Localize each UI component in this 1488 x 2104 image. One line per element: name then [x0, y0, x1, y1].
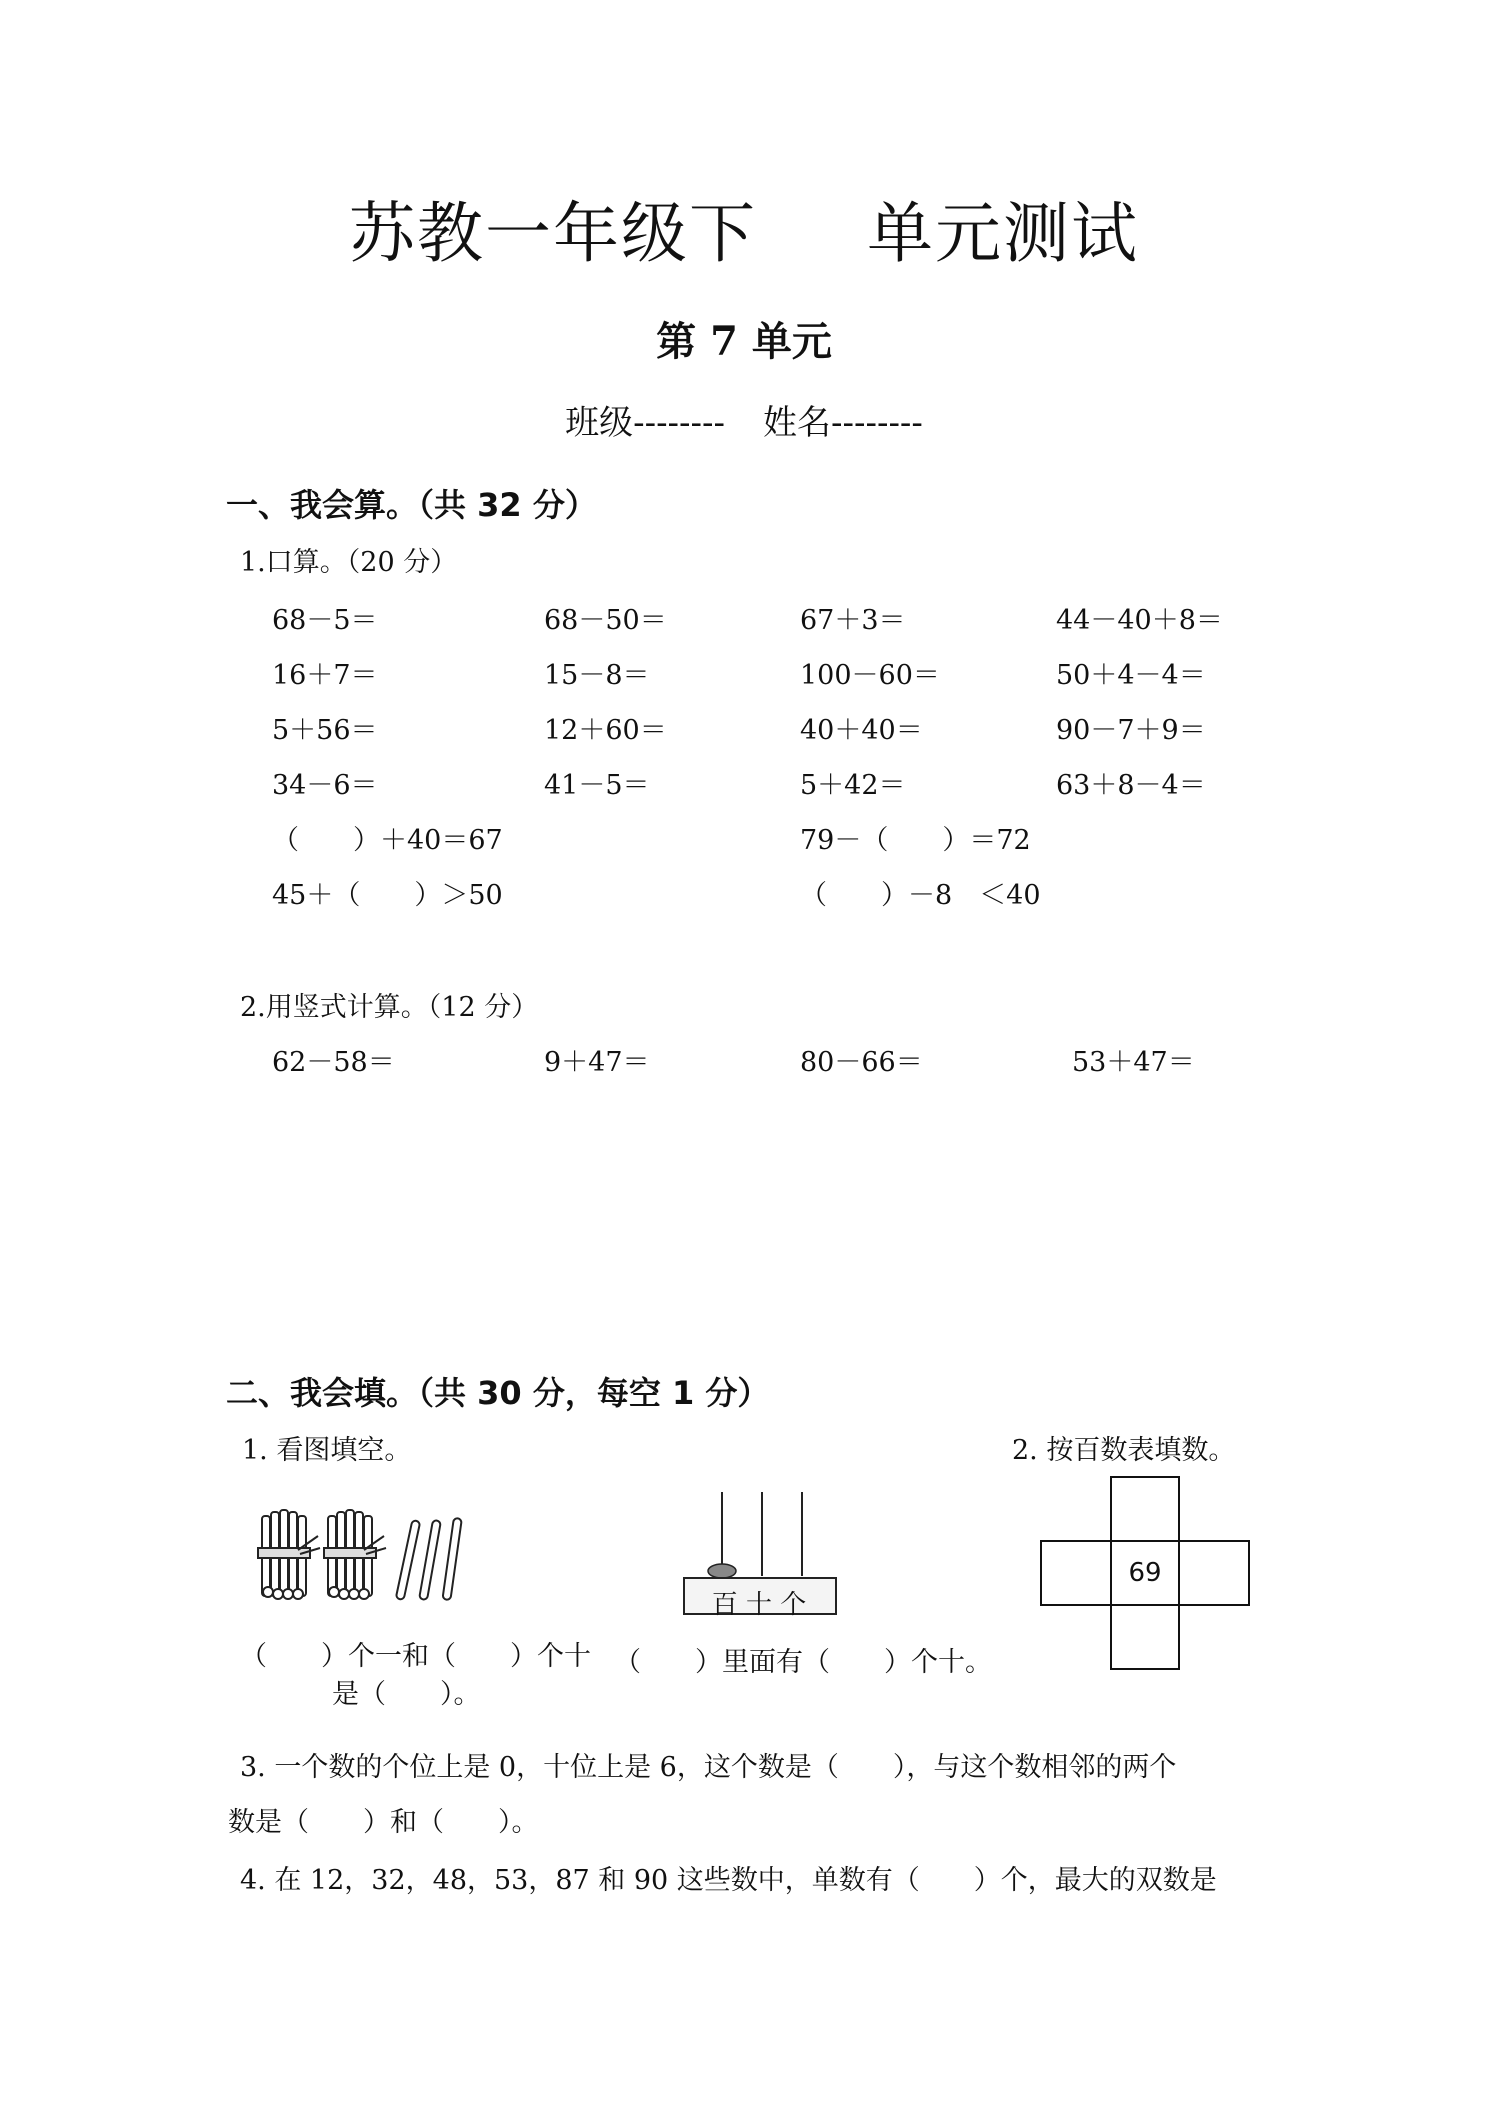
- section1-heading: 一、我会算。（共 32 分）: [226, 486, 597, 524]
- fill-item: （ ）＋40＝67: [272, 825, 503, 856]
- oral-item: 67＋3＝: [800, 605, 906, 636]
- q3-line1: 3. 一个数的个位上是 0，十位上是 6，这个数是（ ），与这个数相邻的两个: [240, 1752, 1177, 1783]
- q1-heading: 1. 看图填空。: [242, 1435, 412, 1466]
- grid-center-value: 69: [1128, 1558, 1162, 1588]
- oral-item: 90－7＋9＝: [1056, 715, 1206, 746]
- student-info: [0, 395, 1488, 444]
- oral-item: 41－5＝: [544, 770, 650, 801]
- unit-subtitle: 第 7 单元: [656, 318, 832, 365]
- oral-item: 63＋8－4＝: [1056, 770, 1206, 801]
- q1-fill-line-a2: 是（ ）。: [332, 1679, 481, 1710]
- oral-item: 16＋7＝: [272, 660, 378, 691]
- grid-cell-top: [1110, 1476, 1180, 1542]
- oral-item: 12＋60＝: [544, 715, 667, 746]
- q1-fill-line-b: （ ）里面有（ ）个十。: [614, 1647, 992, 1678]
- oral-item: 68－5＝: [272, 605, 378, 636]
- title-left: 苏教一年级下: [349, 195, 757, 272]
- oral-item: 15－8＝: [544, 660, 650, 691]
- q2-heading: 2. 按百数表填数。: [1012, 1435, 1236, 1466]
- stick-bundle: [324, 1510, 386, 1599]
- fill-item: （ ）－8 ＜40: [800, 880, 1041, 911]
- grid-cell-center: [1110, 1540, 1180, 1606]
- page-title: [0, 180, 1488, 275]
- vertical-item: 53＋47＝: [1072, 1047, 1195, 1078]
- oral-item: 44－40＋8＝: [1056, 605, 1223, 636]
- vertical-item: 80－66＝: [800, 1047, 923, 1078]
- oral-item: 5＋56＝: [272, 715, 378, 746]
- stick-bundles-illustration: [254, 1508, 484, 1604]
- title-right: 单元测试: [867, 195, 1139, 272]
- single-sticks: [396, 1518, 462, 1600]
- q4-line1: 4. 在 12，32，48，53，87 和 90 这些数中，单数有（ ）个，最大的双数是: [240, 1865, 1217, 1896]
- q1-fill-line-a1: （ ）个一和（ ）个十: [240, 1641, 591, 1672]
- oral-item: 100－60＝: [800, 660, 940, 691]
- vertical-item: 9＋47＝: [544, 1047, 650, 1078]
- abacus-bead: [708, 1564, 736, 1578]
- abacus-place-labels: 百 十 个: [711, 1590, 807, 1620]
- class-field: 班级--------: [565, 403, 725, 443]
- section2-heading: 二、我会填。（共 30 分，每空 1 分）: [226, 1374, 770, 1412]
- oral-calc-heading: 1.口算。（20 分）: [240, 547, 458, 578]
- oral-item: 50＋4－4＝: [1056, 660, 1206, 691]
- fill-item: 79－（ ）＝72: [800, 825, 1031, 856]
- vertical-item: 62－58＝: [272, 1047, 395, 1078]
- stick-bundle: [258, 1510, 320, 1599]
- grid-cell-left: [1040, 1540, 1112, 1606]
- q3-line2: 数是（ ）和（ ）。: [228, 1807, 539, 1838]
- oral-item: 34－6＝: [272, 770, 378, 801]
- vertical-calc-heading: 2.用竖式计算。（12 分）: [240, 992, 539, 1023]
- grid-cell-right: [1178, 1540, 1250, 1606]
- oral-item: 40＋40＝: [800, 715, 923, 746]
- name-field: 姓名--------: [763, 403, 923, 443]
- oral-item: 5＋42＝: [800, 770, 906, 801]
- fill-item: 45＋（ ）＞50: [272, 880, 503, 911]
- grid-cell-bottom: [1110, 1604, 1180, 1670]
- oral-item: 68－50＝: [544, 605, 667, 636]
